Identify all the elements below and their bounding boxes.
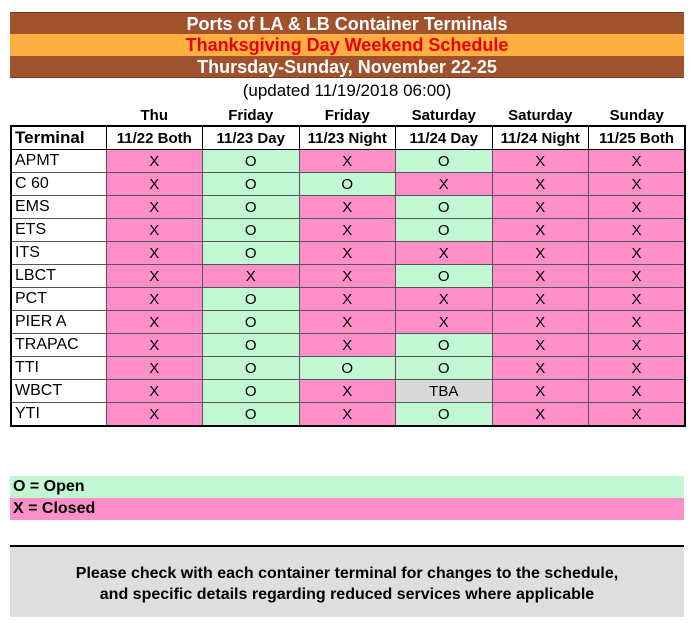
status-cell: X [589, 334, 686, 357]
table-row [11, 242, 685, 265]
status-cell: X [589, 219, 686, 242]
status-cell: X [106, 334, 203, 357]
status-cell: X [492, 173, 589, 196]
day-header: Saturday [411, 107, 476, 124]
terminal-name: TTI [11, 357, 106, 380]
status-cell: X [492, 219, 589, 242]
schedule-table [10, 106, 686, 427]
status-cell: TBA [396, 380, 493, 403]
page-title: Ports of LA & LB Container Terminals [186, 14, 508, 34]
day-header-row [11, 106, 685, 126]
status-cell: X [299, 219, 396, 242]
status-cell: X [106, 380, 203, 403]
column-header: 11/23 Night [299, 126, 396, 150]
status-cell: O [203, 173, 300, 196]
status-cell: X [589, 288, 686, 311]
status-cell: X [299, 265, 396, 288]
column-header: 11/23 Day [203, 126, 300, 150]
terminal-name: WBCT [11, 380, 106, 403]
status-cell: X [492, 242, 589, 265]
status-cell: X [106, 196, 203, 219]
column-header: 11/24 Night [492, 126, 589, 150]
status-cell: X [589, 173, 686, 196]
status-cell: X [299, 288, 396, 311]
status-cell: X [589, 311, 686, 334]
status-cell: O [203, 357, 300, 380]
status-cell: X [299, 403, 396, 427]
status-cell: X [396, 311, 493, 334]
table-row [11, 334, 685, 357]
table-row [11, 173, 685, 196]
day-header: Friday [228, 107, 274, 124]
table-row [11, 357, 685, 380]
schedule-rows [11, 150, 685, 427]
status-cell: X [492, 311, 589, 334]
table-row [11, 196, 685, 219]
day-header: Saturday [508, 107, 573, 124]
status-cell: X [589, 380, 686, 403]
date-range: Thursday-Sunday, November 22-25 [197, 57, 497, 77]
note-line-1: Please check with each container terminal for changes to the schedule, [75, 565, 619, 582]
status-cell: X [589, 357, 686, 380]
table-row [11, 288, 685, 311]
status-cell: X [492, 334, 589, 357]
column-header-row [11, 126, 685, 150]
status-cell: X [299, 311, 396, 334]
status-cell: X [492, 357, 589, 380]
status-cell: O [203, 334, 300, 357]
table-row [11, 150, 685, 173]
status-cell: O [203, 219, 300, 242]
table-row [11, 380, 685, 403]
status-cell: X [299, 334, 396, 357]
status-cell: X [106, 242, 203, 265]
column-header: 11/25 Both [589, 126, 686, 150]
status-cell: O [299, 357, 396, 380]
status-cell: X [299, 242, 396, 265]
status-cell: X [589, 242, 686, 265]
status-cell: X [106, 219, 203, 242]
table-row [11, 219, 685, 242]
status-cell: O [396, 219, 493, 242]
day-header: Friday [324, 107, 370, 124]
terminal-name: TRAPAC [11, 334, 106, 357]
status-cell: O [203, 196, 300, 219]
status-cell: X [396, 173, 493, 196]
status-cell: O [396, 150, 493, 173]
status-cell: O [396, 265, 493, 288]
status-cell: O [396, 196, 493, 219]
day-header: Sunday [609, 107, 664, 124]
subtitle-banner [10, 34, 684, 56]
status-cell: X [106, 288, 203, 311]
status-cell: X [106, 357, 203, 380]
terminal-name: PCT [11, 288, 106, 311]
status-cell: X [299, 196, 396, 219]
table-row [11, 265, 685, 288]
status-cell: X [106, 403, 203, 427]
status-cell: O [299, 173, 396, 196]
terminal-name: PIER A [11, 311, 106, 334]
status-cell: X [106, 311, 203, 334]
status-cell: O [203, 380, 300, 403]
status-cell: X [492, 265, 589, 288]
terminal-name: ETS [11, 219, 106, 242]
status-cell: X [589, 265, 686, 288]
column-header: 11/24 Day [396, 126, 493, 150]
legend-open: O = Open [10, 476, 684, 498]
terminal-name: EMS [11, 196, 106, 219]
terminal-name: ITS [11, 242, 106, 265]
status-cell: X [106, 173, 203, 196]
terminal-name: LBCT [11, 265, 106, 288]
updated-timestamp: (updated 11/19/2018 06:00) [242, 81, 452, 100]
page-subtitle: Thanksgiving Day Weekend Schedule [185, 35, 509, 55]
status-cell: X [492, 288, 589, 311]
title-banner [10, 12, 684, 34]
day-header: Thu [140, 107, 168, 124]
terminal-name: YTI [11, 403, 106, 427]
status-cell: X [299, 150, 396, 173]
status-cell: X [589, 403, 686, 427]
date-range-banner [10, 56, 684, 78]
status-cell: X [492, 150, 589, 173]
status-cell: O [203, 150, 300, 173]
table-row [11, 403, 685, 427]
status-cell: X [589, 150, 686, 173]
status-cell: X [106, 150, 203, 173]
status-cell: O [203, 403, 300, 427]
legend-closed: X = Closed [10, 498, 684, 520]
status-cell: X [589, 196, 686, 219]
status-cell: O [203, 288, 300, 311]
status-cell: X [492, 403, 589, 427]
table-row [11, 311, 685, 334]
status-cell: O [396, 334, 493, 357]
note-line-2: and specific details regarding reduced services where applicable [99, 586, 595, 603]
status-cell: X [396, 242, 493, 265]
terminal-name: APMT [11, 150, 106, 173]
status-cell: X [203, 265, 300, 288]
status-cell: X [396, 288, 493, 311]
terminal-name: C 60 [11, 173, 106, 196]
column-header: 11/22 Both [106, 126, 203, 150]
status-cell: O [203, 242, 300, 265]
status-cell: O [396, 357, 493, 380]
column-header-terminal: Terminal [11, 126, 106, 150]
status-cell: X [492, 380, 589, 403]
status-cell: X [106, 265, 203, 288]
status-cell: O [396, 403, 493, 427]
schedule-note [10, 545, 684, 617]
status-cell: X [299, 380, 396, 403]
day-header-blank [11, 106, 106, 126]
status-cell: O [203, 311, 300, 334]
status-cell: X [492, 196, 589, 219]
